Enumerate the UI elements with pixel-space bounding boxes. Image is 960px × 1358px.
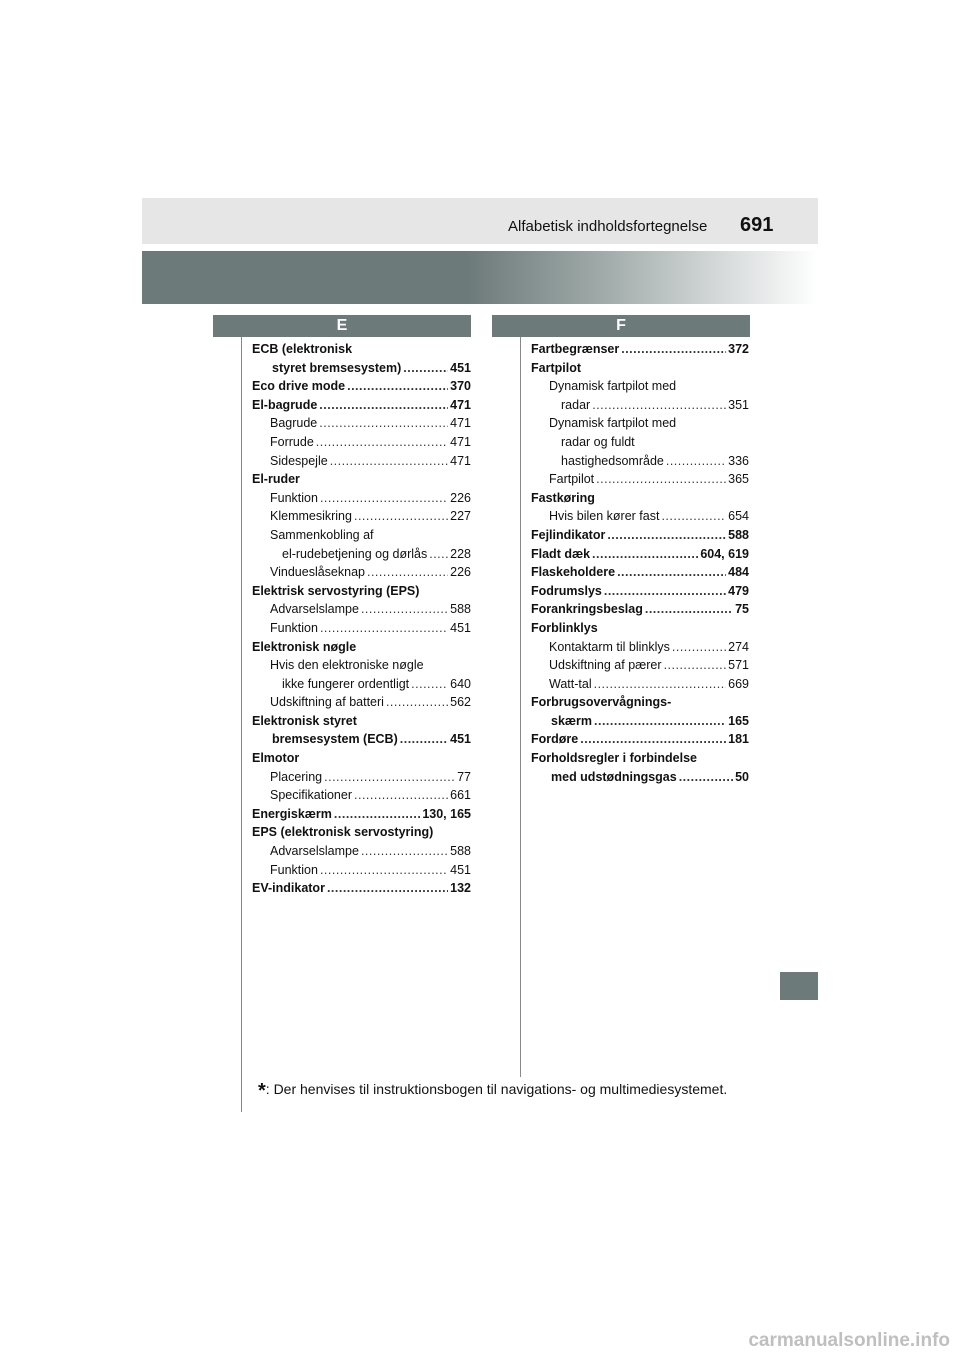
entry-page-ref: 451 bbox=[450, 360, 471, 375]
entry-page-ref: 132 bbox=[450, 881, 471, 896]
index-entry bbox=[252, 768, 471, 787]
index-entry bbox=[252, 433, 471, 452]
index-entry bbox=[252, 563, 471, 582]
entry-page-ref: 165 bbox=[728, 713, 749, 728]
dot-leader bbox=[327, 879, 448, 898]
dot-leader bbox=[320, 489, 448, 508]
dot-leader bbox=[403, 359, 448, 378]
dot-leader bbox=[319, 396, 448, 415]
index-entry bbox=[531, 470, 749, 489]
entry-page-ref: 588 bbox=[450, 602, 471, 617]
entry-page-ref: 274 bbox=[728, 639, 749, 654]
dot-leader bbox=[617, 563, 726, 582]
entry-page-ref: 588 bbox=[450, 844, 471, 859]
footnote-text: : Der henvises til instruktionsbogen til navigations- og multimediesystemet. bbox=[265, 1081, 728, 1097]
entry-term: Fordøre bbox=[531, 732, 579, 747]
page-number: 691 bbox=[740, 214, 774, 236]
entry-page-ref: 562 bbox=[450, 695, 471, 710]
dot-leader bbox=[367, 563, 448, 582]
index-column-f bbox=[531, 340, 749, 786]
index-entry: Dynamisk fartpilot med bbox=[549, 416, 677, 431]
footnote-mark: * bbox=[258, 1080, 266, 1102]
index-entry bbox=[531, 545, 749, 564]
entry-page-ref: 372 bbox=[728, 342, 749, 356]
index-entry: Fastkøring bbox=[531, 490, 595, 505]
entry-term: Udskiftning af batteri bbox=[270, 695, 384, 710]
dot-leader bbox=[354, 786, 448, 805]
index-entry bbox=[252, 545, 471, 564]
entry-term: ikke fungerer ordentligt bbox=[282, 676, 410, 691]
dot-leader bbox=[679, 768, 733, 787]
index-column-e bbox=[252, 340, 471, 898]
dot-leader bbox=[596, 470, 726, 489]
dot-leader bbox=[592, 396, 726, 415]
entry-term: skærm bbox=[551, 713, 592, 728]
entry-term: Specifikationer bbox=[270, 788, 352, 803]
dot-leader bbox=[334, 805, 420, 824]
index-entry bbox=[531, 582, 749, 601]
entry-term: Forrude bbox=[270, 434, 314, 449]
dot-leader bbox=[319, 414, 448, 433]
entry-page-ref: 181 bbox=[728, 732, 749, 747]
entry-term: Bagrude bbox=[270, 416, 318, 431]
index-entry: EPS (elektronisk servostyring) bbox=[252, 825, 434, 840]
entry-term: Fejlindikator bbox=[531, 527, 606, 542]
entry-term: Forankringsbeslag bbox=[531, 602, 643, 617]
entry-term: Advarselslampe bbox=[270, 844, 359, 859]
entry-term: el-rudebetjening og dørlås bbox=[282, 546, 428, 561]
dot-leader bbox=[594, 675, 727, 694]
letter-heading-f: F bbox=[492, 315, 750, 337]
index-entry: Forholdsregler i forbindelse bbox=[531, 751, 697, 766]
entry-page-ref: 130, 165 bbox=[422, 806, 471, 821]
index-entry bbox=[252, 879, 471, 898]
entry-term: Udskiftning af pærer bbox=[549, 658, 662, 673]
dot-leader bbox=[429, 545, 448, 564]
index-entry bbox=[252, 359, 471, 378]
index-entry bbox=[252, 861, 471, 880]
entry-page-ref: 588 bbox=[728, 527, 749, 542]
entry-term: med udstødningsgas bbox=[551, 769, 677, 784]
entry-term: EV-indikator bbox=[252, 881, 325, 896]
index-entry bbox=[531, 675, 749, 694]
index-entry bbox=[252, 693, 471, 712]
index-entry: Hvis den elektroniske nøgle bbox=[270, 658, 424, 673]
entry-page-ref: 471 bbox=[450, 416, 471, 431]
index-entry bbox=[252, 805, 471, 824]
index-entry bbox=[531, 712, 749, 731]
index-entry bbox=[531, 600, 749, 619]
entry-page-ref: 669 bbox=[728, 676, 749, 691]
entry-page-ref: 640 bbox=[450, 676, 471, 691]
index-entry bbox=[252, 414, 471, 433]
dot-leader bbox=[621, 340, 726, 359]
dot-leader bbox=[320, 861, 448, 880]
watermark: carmanualsonline.info bbox=[748, 1330, 950, 1351]
entry-term: Fladt dæk bbox=[531, 546, 591, 561]
entry-page-ref: 75 bbox=[735, 602, 749, 617]
thumb-index-tab bbox=[780, 972, 818, 1000]
entry-page-ref: 228 bbox=[450, 546, 471, 561]
index-entry bbox=[531, 768, 749, 787]
index-entry bbox=[252, 396, 471, 415]
index-entry bbox=[531, 452, 749, 471]
dot-leader bbox=[645, 600, 733, 619]
entry-page-ref: 227 bbox=[450, 509, 471, 524]
entry-page-ref: 226 bbox=[450, 490, 471, 505]
entry-page-ref: 661 bbox=[450, 788, 471, 803]
entry-page-ref: 471 bbox=[450, 453, 471, 468]
dot-leader bbox=[361, 600, 448, 619]
entry-page-ref: 351 bbox=[728, 397, 749, 412]
index-entry bbox=[531, 526, 749, 545]
entry-term: bremsesystem (ECB) bbox=[272, 732, 398, 747]
index-entry: Fartpilot bbox=[531, 360, 581, 375]
index-entry: ECB (elektronisk bbox=[252, 342, 353, 356]
index-entry bbox=[252, 842, 471, 861]
dot-leader bbox=[661, 507, 726, 526]
center-column-rule bbox=[520, 337, 521, 1077]
dot-leader bbox=[592, 545, 698, 564]
entry-page-ref: 50 bbox=[735, 769, 749, 784]
index-entry: radar og fuldt bbox=[561, 434, 635, 449]
index-entry: Elektronisk nøgle bbox=[252, 639, 357, 654]
dot-leader bbox=[672, 638, 726, 657]
entry-page-ref: 451 bbox=[450, 732, 471, 747]
dot-leader bbox=[316, 433, 448, 452]
footnote bbox=[258, 1080, 727, 1103]
entry-term: styret bremsesystem) bbox=[272, 360, 402, 375]
dot-leader bbox=[354, 507, 448, 526]
entry-page-ref: 484 bbox=[728, 565, 749, 580]
index-entry bbox=[252, 600, 471, 619]
index-entry bbox=[531, 507, 749, 526]
index-entry bbox=[252, 675, 471, 694]
entry-page-ref: 471 bbox=[450, 397, 471, 412]
entry-term: Fartbegrænser bbox=[531, 342, 620, 356]
entry-term: radar bbox=[561, 397, 591, 412]
dot-leader bbox=[664, 656, 727, 675]
entry-term: Klemmesikring bbox=[270, 509, 352, 524]
left-column-rule bbox=[241, 337, 242, 1112]
index-entry bbox=[252, 377, 471, 396]
entry-term: El-bagrude bbox=[252, 397, 318, 412]
dot-leader bbox=[580, 730, 726, 749]
index-entry: Elmotor bbox=[252, 751, 300, 766]
dot-leader bbox=[320, 619, 448, 638]
index-entry bbox=[531, 730, 749, 749]
index-entry bbox=[252, 452, 471, 471]
header-band bbox=[142, 198, 818, 244]
entry-page-ref: 370 bbox=[450, 379, 471, 394]
index-entry: El-ruder bbox=[252, 472, 300, 487]
entry-term: Funktion bbox=[270, 490, 318, 505]
entry-page-ref: 451 bbox=[450, 862, 471, 877]
index-entry: Elektrisk servostyring (EPS) bbox=[252, 583, 420, 598]
entry-term: Fodrumslys bbox=[531, 583, 602, 598]
index-entry: Forblinklys bbox=[531, 620, 598, 635]
entry-page-ref: 451 bbox=[450, 620, 471, 635]
index-entry bbox=[531, 396, 749, 415]
entry-page-ref: 77 bbox=[457, 769, 471, 784]
dot-leader bbox=[386, 693, 448, 712]
entry-term: Funktion bbox=[270, 862, 318, 877]
dot-leader bbox=[411, 675, 448, 694]
entry-term: Funktion bbox=[270, 620, 318, 635]
dot-leader bbox=[604, 582, 726, 601]
index-entry bbox=[252, 619, 471, 638]
entry-page-ref: 471 bbox=[450, 434, 471, 449]
entry-term: Flaskeholdere bbox=[531, 565, 616, 580]
dot-leader bbox=[324, 768, 455, 787]
entry-page-ref: 571 bbox=[728, 658, 749, 673]
entry-page-ref: 604, 619 bbox=[700, 546, 749, 561]
index-entry bbox=[531, 563, 749, 582]
chapter-band bbox=[142, 251, 818, 304]
index-entry bbox=[531, 656, 749, 675]
dot-leader bbox=[330, 452, 448, 471]
entry-page-ref: 365 bbox=[728, 472, 749, 487]
dot-leader bbox=[347, 377, 448, 396]
dot-leader bbox=[666, 452, 726, 471]
index-entry bbox=[252, 489, 471, 508]
entry-term: hastighedsområde bbox=[561, 453, 664, 468]
entry-page-ref: 479 bbox=[728, 583, 749, 598]
index-entry: Elektronisk styret bbox=[252, 713, 357, 728]
entry-term: Kontaktarm til blinklys bbox=[549, 639, 670, 654]
entry-page-ref: 654 bbox=[728, 509, 749, 524]
entry-term: Watt-tal bbox=[549, 676, 592, 691]
entry-term: Energiskærm bbox=[252, 806, 332, 821]
entry-term: Fartpilot bbox=[549, 472, 595, 487]
index-entry: Sammenkobling af bbox=[270, 527, 374, 542]
index-entry bbox=[531, 340, 749, 359]
dot-leader bbox=[400, 730, 448, 749]
letter-heading-e: E bbox=[213, 315, 471, 337]
entry-term: Hvis bilen kører fast bbox=[549, 509, 660, 524]
index-entry bbox=[252, 730, 471, 749]
entry-term: Eco drive mode bbox=[252, 379, 346, 394]
index-entry bbox=[531, 638, 749, 657]
dot-leader bbox=[594, 712, 726, 731]
index-entry: Dynamisk fartpilot med bbox=[549, 379, 677, 394]
dot-leader bbox=[607, 526, 726, 545]
index-entry bbox=[252, 786, 471, 805]
entry-term: Advarselslampe bbox=[270, 602, 359, 617]
entry-term: Sidespejle bbox=[270, 453, 328, 468]
entry-term: Placering bbox=[270, 769, 323, 784]
index-entry: Forbrugsovervågnings- bbox=[531, 695, 672, 710]
dot-leader bbox=[361, 842, 448, 861]
running-header-title: Alfabetisk indholdsfortegnelse bbox=[508, 218, 708, 235]
index-entry bbox=[252, 507, 471, 526]
entry-term: Vindueslåseknap bbox=[270, 565, 365, 580]
entry-page-ref: 226 bbox=[450, 565, 471, 580]
entry-page-ref: 336 bbox=[728, 453, 749, 468]
